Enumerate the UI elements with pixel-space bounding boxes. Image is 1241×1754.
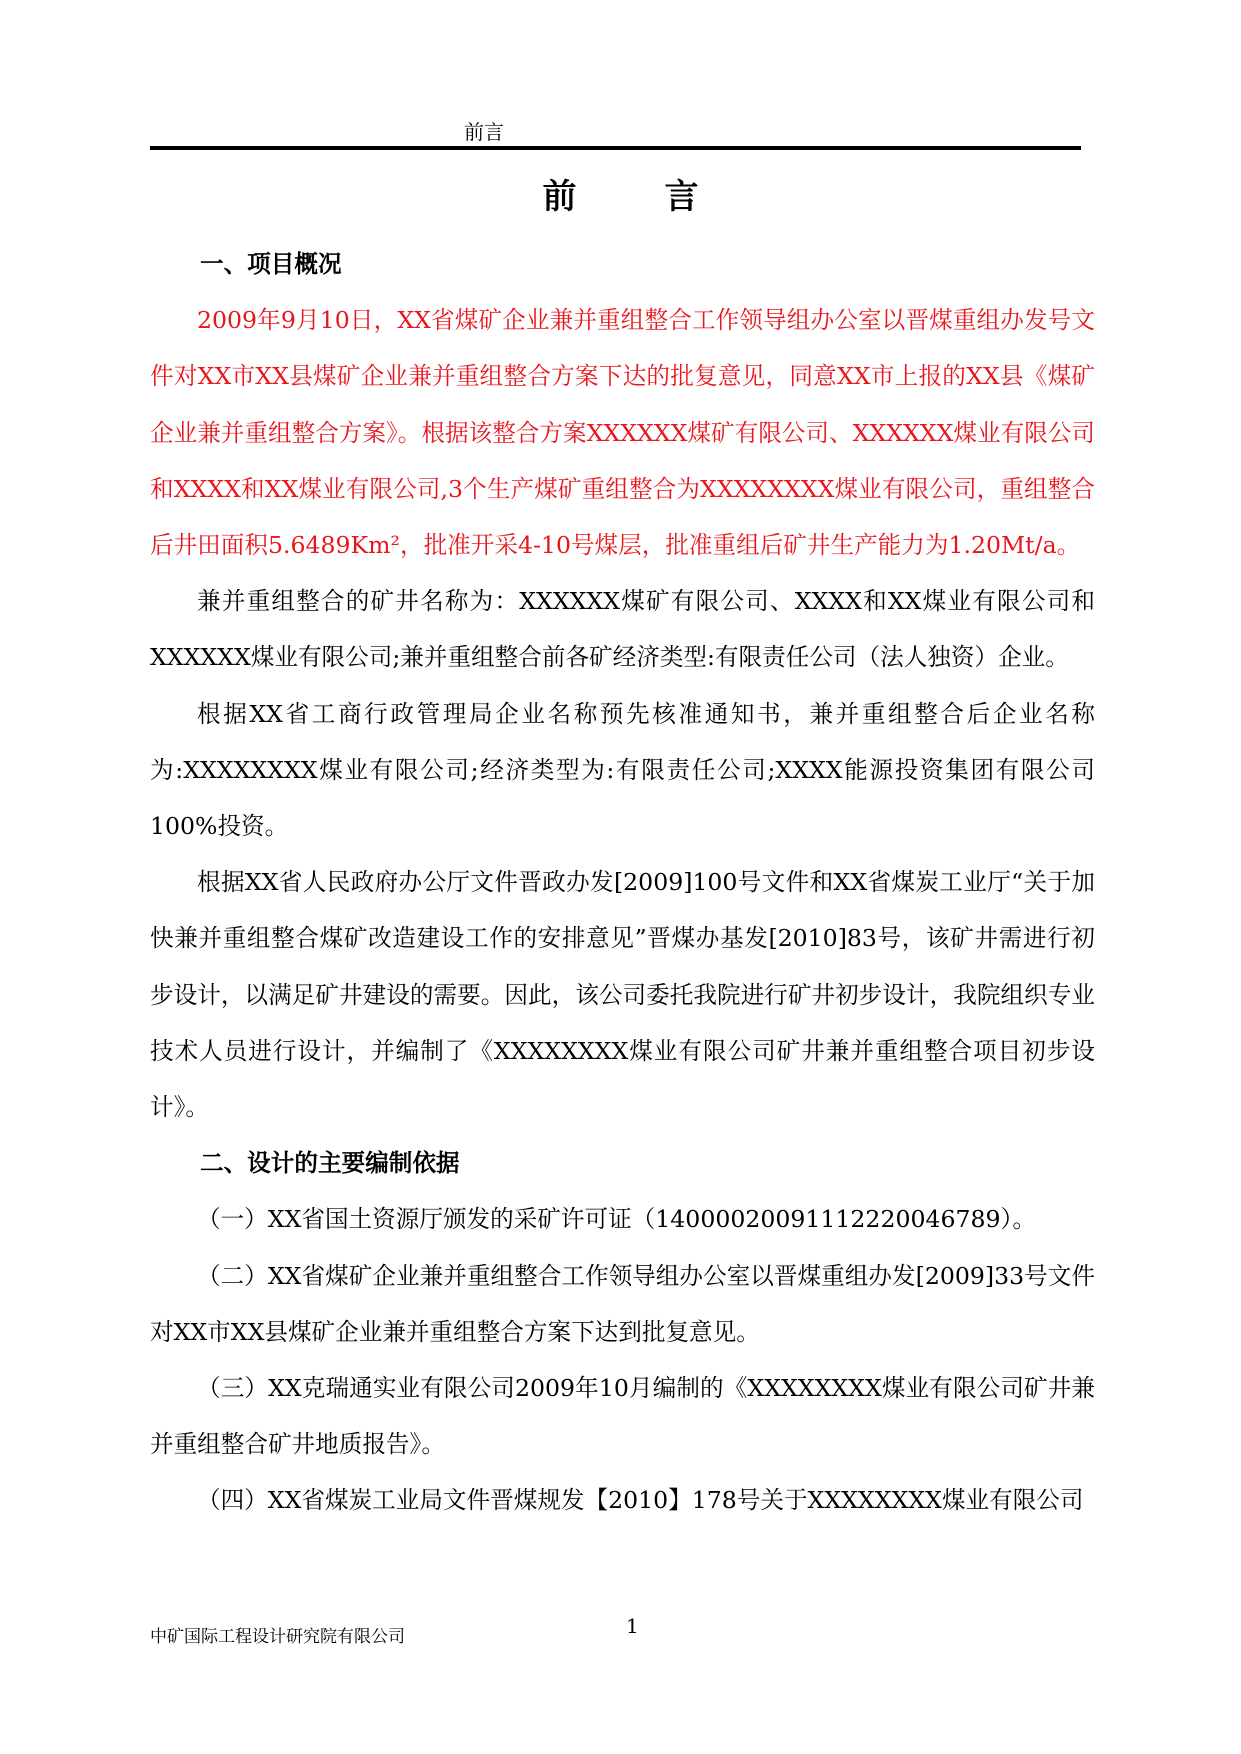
paragraph-overview-highlighted: 2009年9月10日，XX省煤矿企业兼并重组整合工作领导组办公室以晋煤重组办发号文件对XX市XX县煤矿企业兼并重组整合方案下达的批复意见，同意XX市上报的XX县《煤矿企业兼并重组整合方案》。根据该整合方案XXXXXX煤矿有限公司、XXXXXX煤业有限公司和XXXX和XX煤业有限公司,3个生产煤矿重组整合为XXXXXXXX煤业有限公司，重组整合后井田面积5.6489Km²，批准开采4-10号煤层，批准重组后矿井生产能力为1.20Mt/a。 [150,306,1095,560]
paragraph-enterprise-name: 根据XX省工商行政管理局企业名称预先核准通知书，兼并重组整合后企业名称为:XXXXXXXX煤业有限公司;经济类型为:有限责任公司;XXXX能源投资集团有限公司100%投资。 [150,699,1095,841]
paragraph-design-commission: 根据XX省人民政府办公厅文件晋政办发[2009]100号文件和XX省煤炭工业厅“关于加快兼并重组整合煤矿改造建设工作的安排意见”晋煤办基发[2010]83号，该矿井需进行初步设计，以满足矿井建设的需要。因此，该公司委托我院进行矿井初步设计，我院组织专业技术人员进行设计，并编制了《XXXXXXXX煤业有限公司矿井兼并重组整合项目初步设计》。 [150,868,1095,1122]
paragraph-basis-1: （一）XX省国土资源厅颁发的采矿许可证（14000020091112220046789）。 [197,1205,1036,1234]
footer-organization: 中矿国际工程设计研究院有限公司 [150,1627,405,1647]
section-heading-overview: 一、项目概况 [200,250,342,278]
paragraph-basis-4: （四）XX省煤炭工业局文件晋煤规发【2010】178号关于XXXXXXXX煤业有限公司 [197,1486,1084,1515]
running-header: 前言 [464,120,504,144]
paragraph-basis-3: （三）XX克瑞通实业有限公司2009年10月编制的《XXXXXXXX煤业有限公司矿井兼并重组整合矿井地质报告》。 [150,1374,1095,1459]
paragraph-basis-2: （二）XX省煤矿企业兼并重组整合工作领导组办公室以晋煤重组办发[2009]33号文件对XX市XX县煤矿企业兼并重组整合方案下达到批复意见。 [150,1261,1095,1346]
page-number: 1 [626,1614,639,1638]
document-body [150,236,1095,1529]
paragraph-mine-names: 兼并重组整合的矿井名称为：XXXXXX煤矿有限公司、XXXX和XX煤业有限公司和XXXXXX煤业有限公司;兼并重组整合前各矿经济类型:有限责任公司（法人独资）企业。 [150,587,1095,672]
header-rule [150,146,1081,150]
page-title: 前言 [542,177,787,217]
section-heading-basis: 二、设计的主要编制依据 [200,1149,460,1178]
